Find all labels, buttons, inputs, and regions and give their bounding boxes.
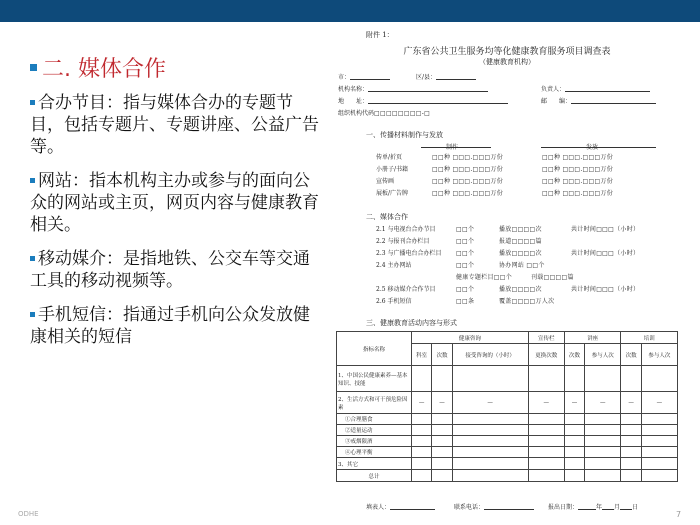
table-row	[337, 447, 678, 458]
table-cell	[412, 425, 432, 436]
table-cell	[641, 436, 677, 447]
table-cell	[564, 436, 584, 447]
row-make-value: □□种 □□□.□□□万份	[432, 166, 504, 173]
media-row-a: □□个	[456, 250, 475, 257]
day-label: 日	[632, 504, 639, 511]
table-header-label: 指标名称	[337, 332, 412, 366]
table-group-header: 健康咨询	[412, 332, 529, 344]
month-label: 月	[614, 504, 621, 511]
table-sub-header: 参与人次	[585, 344, 621, 366]
table-group-header: 讲座	[564, 332, 621, 344]
table-cell	[621, 458, 641, 470]
table-cell: —	[528, 392, 564, 414]
bullet-square-icon	[30, 178, 35, 183]
activity-table-wrapper	[336, 331, 678, 486]
table-sub-header: 次数	[621, 344, 641, 366]
bullet-square-icon	[30, 100, 35, 105]
table-sub-header: 次数	[432, 344, 452, 366]
section1-row	[376, 176, 394, 185]
table-cell	[585, 425, 621, 436]
table-cell	[621, 470, 641, 482]
table-cell: —	[641, 392, 677, 414]
annex-label: 附件 1：	[366, 31, 394, 39]
table-cell	[528, 414, 564, 425]
org-code-field	[338, 108, 430, 117]
table-cell: —	[621, 392, 641, 414]
table-cell	[528, 470, 564, 482]
table-cell	[432, 436, 452, 447]
table-cell	[412, 470, 432, 482]
section1-row	[376, 164, 408, 173]
table-cell: —	[585, 392, 621, 414]
row-make-value: □□种 □□□.□□□万份	[432, 190, 504, 197]
media-row-a: □□个	[456, 226, 475, 233]
table-cell	[528, 366, 564, 392]
table-cell: —	[412, 392, 432, 414]
table-cell	[432, 425, 452, 436]
org-name-field	[338, 84, 488, 93]
bullet-text: 手机短信：指通过手机向公众发放健康相关的短信	[30, 305, 310, 347]
table-cell	[641, 447, 677, 458]
table-cell	[641, 425, 677, 436]
table-cell	[621, 436, 641, 447]
media-row-a: □□个	[456, 262, 475, 269]
table-cell	[641, 366, 677, 392]
media-row-b: 覆盖□□□□万人次	[499, 298, 555, 305]
table-sub-header: 参与人次	[641, 344, 677, 366]
city-field	[338, 72, 390, 81]
section2-title: 二、媒体合作	[366, 213, 408, 221]
table-cell	[452, 414, 528, 425]
table-sub-header: 次数	[564, 344, 584, 366]
table-cell	[412, 447, 432, 458]
filler-label: 填表人：	[366, 504, 391, 511]
leader-field	[541, 84, 650, 93]
row-dist-value: □□种 □□□.□□□万份	[542, 190, 614, 197]
media-row-b: 播放□□□□次	[499, 226, 542, 233]
table-cell	[641, 470, 677, 482]
table-cell	[528, 458, 564, 470]
media-row-label: 2.5 移动媒介合作节目	[376, 286, 436, 293]
address-field	[338, 96, 508, 105]
table-cell	[528, 436, 564, 447]
table-cell: —	[452, 392, 528, 414]
table-cell	[452, 470, 528, 482]
address-label: 地 址：	[338, 98, 369, 105]
bullet-text: 移动媒介：是指地铁、公交车等交通工具的移动视频等。	[30, 249, 310, 291]
bullet-list	[30, 92, 322, 360]
table-cell	[432, 458, 452, 470]
survey-form-document	[336, 26, 678, 514]
table-cell	[621, 414, 641, 425]
media-row-b: 播放□□□□次	[499, 250, 542, 257]
table-cell	[564, 470, 584, 482]
table-cell	[412, 436, 432, 447]
table-cell	[452, 425, 528, 436]
document-subtitle: （健康教育机构）	[479, 58, 535, 66]
section3-title: 三、健康教育活动内容与形式	[366, 319, 457, 327]
table-cell	[452, 458, 528, 470]
media-row-label: 2.1 与电视台合办节目	[376, 226, 436, 233]
table-cell	[452, 447, 528, 458]
row-dist-value: □□种 □□□.□□□万份	[542, 154, 614, 161]
table-cell	[564, 447, 584, 458]
table-cell	[641, 414, 677, 425]
media-row-b: 播放□□□□次	[499, 286, 542, 293]
table-cell	[585, 458, 621, 470]
table-row	[337, 436, 678, 447]
table-cell	[432, 414, 452, 425]
table-row-label: ②适量运动	[337, 425, 412, 436]
postcode-field	[541, 96, 656, 105]
table-cell	[564, 425, 584, 436]
table-cell	[564, 414, 584, 425]
table-cell	[412, 458, 432, 470]
row-label: 传单/折页	[376, 154, 403, 161]
district-label: 区/县：	[416, 74, 437, 81]
org-code-boxes: □□□□□□□□-□	[374, 110, 431, 117]
section1-title: 一、传播材料制作与发放	[366, 131, 443, 139]
media-row-a: □□个	[456, 286, 475, 293]
section1-make-header: 制作	[446, 144, 459, 151]
table-sub-header: 更换次数	[528, 344, 564, 366]
media-row-b: 协办网站 □□个	[499, 262, 545, 269]
table-row-label: 2、生活方式和可干预危险因素	[337, 392, 412, 414]
media-row-c: 共计时间□□□（小时）	[571, 226, 640, 233]
table-sub-header: 科室	[412, 344, 432, 366]
section1-row	[376, 152, 402, 161]
table-cell: —	[564, 392, 584, 414]
bullet-item	[30, 170, 322, 236]
table-row	[337, 470, 678, 482]
table-cell	[452, 436, 528, 447]
media-row-a: 健康专题栏目□□个	[456, 274, 513, 281]
table-cell	[585, 366, 621, 392]
table-cell	[585, 436, 621, 447]
table-row	[337, 425, 678, 436]
table-cell	[641, 458, 677, 470]
phone-label: 联系电话：	[454, 504, 485, 511]
media-row-c: 共计时间□□□（小时）	[571, 250, 640, 257]
media-row-label: 2.2 与报刊合办栏目	[376, 238, 430, 245]
bullet-square-icon	[30, 256, 35, 261]
table-row-label: ③戒烟限酒	[337, 436, 412, 447]
table-cell	[585, 447, 621, 458]
org-code-label: 组织机构代码	[338, 110, 375, 117]
city-label: 市：	[338, 74, 351, 81]
bullet-text: 合办节目：指与媒体合办的专题节目，包括专题片、专题讲座、公益广告等。	[30, 93, 319, 157]
section1-distribute-header: 发放	[586, 144, 599, 151]
media-row-a: □□条	[456, 298, 475, 305]
media-row-label: 2.4 主办网站	[376, 262, 412, 269]
table-row	[337, 414, 678, 425]
phone-field	[454, 502, 534, 511]
row-label: 宣传画	[376, 178, 395, 185]
bullet-item	[30, 248, 322, 292]
bullet-square-icon	[30, 312, 35, 317]
bullet-text: 网站：指本机构主办或参与的面向公众的网站或主页，网页内容与健康教育相关。	[30, 171, 319, 235]
media-row-c: 共计时间□□□（小时）	[571, 286, 640, 293]
media-row-label: 2.6 手机短信	[376, 298, 412, 305]
footer-logo-text: ODHE	[18, 510, 39, 518]
row-dist-value: □□种 □□□.□□□万份	[542, 178, 614, 185]
activity-table	[336, 331, 678, 482]
table-cell	[585, 470, 621, 482]
table-cell	[528, 447, 564, 458]
row-label: 展板/广告牌	[376, 190, 409, 197]
table-cell	[412, 414, 432, 425]
table-row-label: ④心理平衡	[337, 447, 412, 458]
filler-field	[366, 502, 435, 511]
district-field	[416, 72, 476, 81]
table-cell: —	[432, 392, 452, 414]
row-dist-value: □□种 □□□.□□□万份	[542, 166, 614, 173]
media-row-a: □□个	[456, 238, 475, 245]
table-cell	[432, 366, 452, 392]
table-cell	[621, 447, 641, 458]
table-group-header: 宣传栏	[528, 332, 564, 344]
table-cell	[528, 425, 564, 436]
date-label: 报出日期：	[548, 504, 579, 511]
table-cell	[564, 458, 584, 470]
row-label: 小册子/书籍	[376, 166, 409, 173]
document-title: 广东省公共卫生服务均等化健康教育服务项目调查表	[403, 47, 611, 57]
row-make-value: □□种 □□□.□□□万份	[432, 154, 504, 161]
table-row	[337, 392, 678, 414]
table-cell	[452, 366, 528, 392]
table-cell	[432, 447, 452, 458]
table-row	[337, 366, 678, 392]
table-cell	[412, 366, 432, 392]
slide-title	[30, 52, 166, 83]
date-field	[548, 502, 638, 511]
org-name-label: 机构名称：	[338, 86, 369, 93]
bullet-item	[30, 92, 322, 158]
table-cell	[432, 470, 452, 482]
table-cell	[621, 366, 641, 392]
media-row-b: 报道□□□□篇	[499, 238, 542, 245]
table-row-label: ①合理膳食	[337, 414, 412, 425]
table-cell	[621, 425, 641, 436]
section1-row	[376, 188, 408, 197]
slide-title-text: 二. 媒体合作	[42, 57, 166, 82]
row-make-value: □□种 □□□.□□□万份	[432, 178, 504, 185]
table-row	[337, 458, 678, 470]
postcode-label: 邮 编：	[541, 98, 572, 105]
media-row-b: 刊载□□□□篇	[531, 274, 574, 281]
table-cell	[585, 414, 621, 425]
table-row-label: 3、其它	[337, 458, 412, 470]
table-sub-header: 接受咨询的（小时）	[452, 344, 528, 366]
leader-label: 负责人：	[541, 86, 566, 93]
table-row-label: 总计	[337, 470, 412, 482]
page-number: 7	[676, 510, 682, 519]
table-row-label: 1、中国公民健康素养—基本知识、技能	[337, 366, 412, 392]
media-row-label: 2.3 与广播电台合办栏目	[376, 250, 442, 257]
table-cell	[564, 366, 584, 392]
table-group-header: 培训	[621, 332, 678, 344]
top-banner	[0, 0, 700, 22]
year-label: 年	[596, 504, 603, 511]
bullet-square-icon	[30, 64, 37, 71]
bullet-item	[30, 304, 322, 348]
